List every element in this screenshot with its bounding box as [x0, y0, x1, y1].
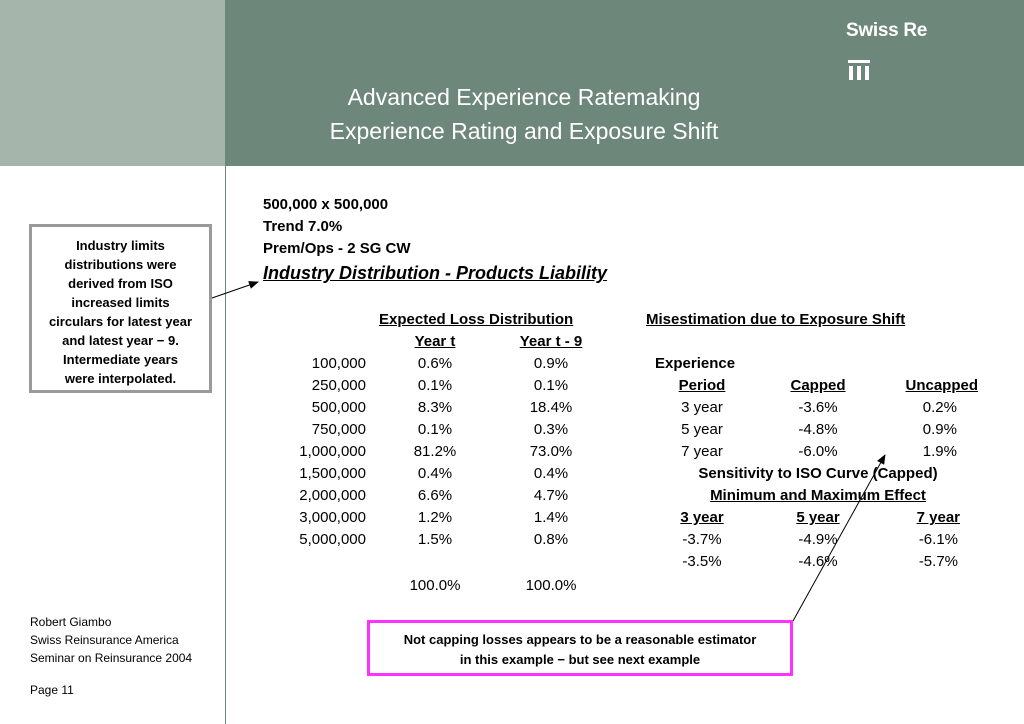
sensitivity-subtitle: Minimum and Maximum Effect	[710, 487, 926, 504]
layer-label: 500,000 x 500,000	[263, 196, 389, 213]
year-t9-cell: 1.4%	[533, 509, 569, 526]
sens-cell: -6.1%	[918, 531, 958, 548]
conclusion-line: Not capping losses appears to be a reasonable estimator	[403, 632, 757, 647]
sens-cell: -4.9%	[798, 531, 838, 548]
year-t9-cell: 0.9%	[533, 355, 569, 372]
year-t-cell: 0.1%	[417, 421, 453, 438]
misest-title: Misestimation due to Exposure Shift	[646, 311, 906, 328]
limit-cell: 1,000,000	[299, 443, 366, 460]
slide-title-line1: Advanced Experience Ratemaking	[347, 84, 701, 110]
year-t9-cell: 0.3%	[533, 421, 569, 438]
year-t9-cell: 73.0%	[529, 443, 573, 460]
year-t9-cell: 0.1%	[533, 377, 569, 394]
table-row	[250, 443, 600, 465]
loss-dist-title: Expected Loss Distribution	[379, 311, 574, 328]
period-cell: 3 year	[681, 399, 723, 416]
year-t9-cell: 18.4%	[529, 399, 573, 416]
table-row	[652, 443, 982, 465]
sens-cell: -3.7%	[682, 531, 722, 548]
table-row	[652, 421, 982, 443]
class-label: Prem/Ops - 2 SG CW	[263, 240, 411, 257]
year-t-cell: 0.6%	[417, 355, 453, 372]
footer-event: Seminar on Reinsurance 2004	[30, 651, 193, 665]
year-t-cell: 6.6%	[417, 487, 453, 504]
note-line: derived from ISO	[68, 276, 173, 291]
slide-title-line2: Experience Rating and Exposure Shift	[329, 118, 719, 144]
loss-dist-rows	[250, 355, 600, 553]
note-line: Industry limits	[76, 238, 165, 253]
note-arrow	[212, 282, 258, 298]
limit-cell: 100,000	[311, 355, 366, 372]
note-line: distributions were	[64, 257, 177, 272]
table-row	[250, 355, 600, 377]
col-header-period: Period	[678, 377, 726, 394]
sensitivity-rows	[652, 531, 982, 575]
footer-organization: Swiss Reinsurance America	[30, 633, 179, 647]
col-header-3-year: 3 year	[680, 509, 724, 526]
table-row	[250, 531, 600, 553]
footer-author: Robert Giambo	[30, 615, 112, 629]
limit-cell: 750,000	[311, 421, 366, 438]
note-line: Intermediate years	[63, 352, 178, 367]
table-row	[250, 421, 600, 443]
table-row	[250, 465, 600, 487]
year-t9-cell: 0.8%	[533, 531, 569, 548]
uncapped-cell: 0.2%	[922, 399, 957, 416]
limit-cell: 3,000,000	[299, 509, 366, 526]
limit-cell: 250,000	[311, 377, 366, 394]
year-t-cell: 0.1%	[417, 377, 453, 394]
note-line: were interpolated.	[64, 371, 177, 386]
table-row	[250, 509, 600, 531]
col-header-year-t: Year t	[414, 333, 456, 350]
conclusion-box	[367, 620, 793, 676]
year-t-cell: 1.5%	[417, 531, 453, 548]
capped-cell: -3.6%	[798, 399, 838, 416]
period-cell: 5 year	[681, 421, 723, 438]
conclusion-line: in this example − but see next example	[459, 652, 701, 667]
uncapped-cell: 1.9%	[922, 443, 957, 460]
sensitivity-title: Sensitivity to ISO Curve (Capped)	[698, 465, 938, 482]
total-year-t: 100.0%	[409, 577, 461, 594]
year-t-cell: 1.2%	[417, 509, 453, 526]
sens-cell: -3.5%	[682, 553, 722, 570]
year-t-cell: 8.3%	[417, 399, 453, 416]
page-number: Page 11	[30, 683, 74, 697]
year-t9-cell: 0.4%	[533, 465, 569, 482]
col-header-5-year: 5 year	[796, 509, 840, 526]
col-header-uncapped: Uncapped	[905, 377, 978, 394]
total-year-t9: 100.0%	[525, 577, 577, 594]
trend-label: Trend 7.0%	[263, 218, 343, 235]
table-row	[652, 531, 982, 553]
capped-cell: -4.8%	[798, 421, 838, 438]
period-cell: 7 year	[681, 443, 723, 460]
limit-cell: 2,000,000	[299, 487, 366, 504]
uncapped-cell: 0.9%	[922, 421, 957, 438]
limit-cell: 1,500,000	[299, 465, 366, 482]
brand-name: Swiss Re	[846, 20, 928, 41]
year-t-cell: 81.2%	[413, 443, 457, 460]
year-t9-cell: 4.7%	[533, 487, 569, 504]
limit-cell: 500,000	[311, 399, 366, 416]
year-t-cell: 0.4%	[417, 465, 453, 482]
note-line: and latest year − 9.	[62, 333, 179, 348]
table-row	[250, 377, 600, 399]
misest-experience-label: Experience	[655, 355, 736, 372]
misest-rows	[652, 399, 982, 465]
sens-cell: -4.6%	[798, 553, 838, 570]
table-row	[250, 487, 600, 509]
col-header-capped: Capped	[790, 377, 846, 394]
note-line: circulars for latest year	[48, 314, 193, 329]
limit-cell: 5,000,000	[299, 531, 366, 548]
capped-cell: -6.0%	[798, 443, 838, 460]
table-row	[250, 399, 600, 421]
section-heading: Industry Distribution - Products Liability	[263, 263, 608, 283]
note-line: increased limits	[71, 295, 170, 310]
sens-cell: -5.7%	[918, 553, 958, 570]
col-header-year-t9: Year t - 9	[519, 333, 583, 350]
col-header-7-year: 7 year	[916, 509, 960, 526]
table-row	[652, 553, 982, 575]
table-row	[652, 399, 982, 421]
